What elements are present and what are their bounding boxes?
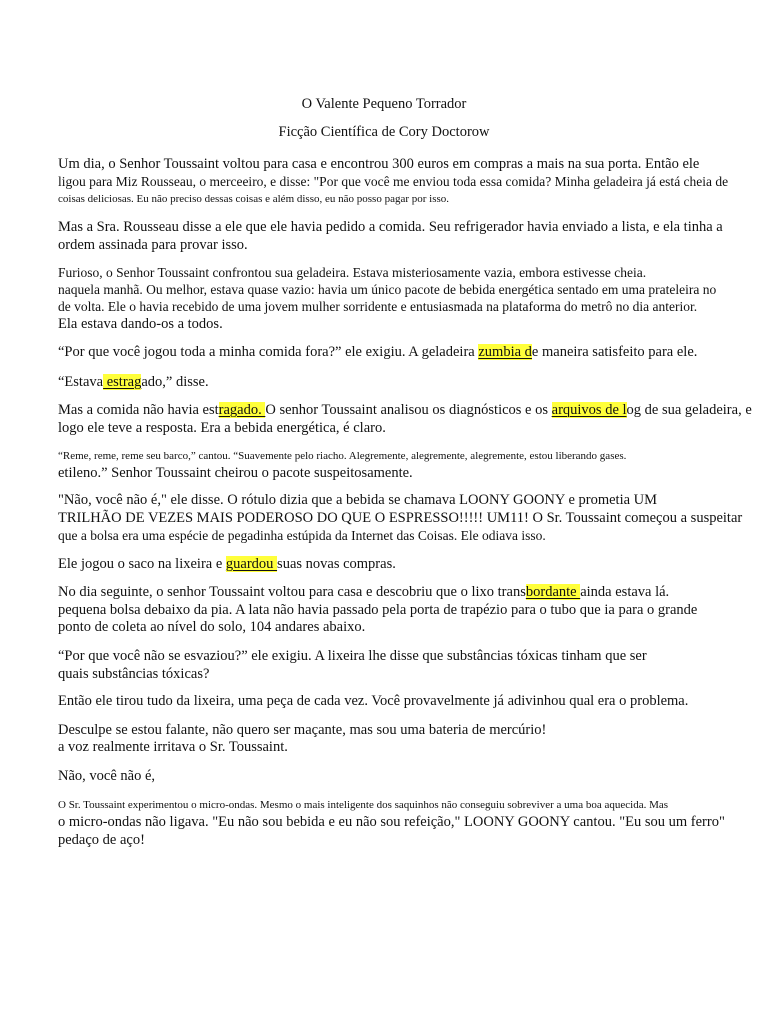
paragraph-15-line-2: o micro-ondas não ligava. "Eu não sou bebida e eu não sou refeição," LOONY GOONY cantou. "Eu sou um ferro"	[58, 814, 725, 830]
document-title: O Valente Pequeno Torrador	[301, 96, 467, 112]
highlight: guardou	[225, 556, 278, 572]
paragraph-11-line-2: quais substâncias tóxicas?	[58, 666, 210, 682]
paragraph-8-line-2: TRILHÃO DE VEZES MAIS PODEROSO DO QUE O ESPRESSO!!!!! UM11! O Sr. Toussaint começou a suspeitar	[58, 510, 743, 526]
paragraph-1-line-3: coisas deliciosas. Eu não preciso dessas coisas e além disso, eu não posso pagar por isso.	[58, 193, 450, 205]
paragraph-2-line-1: Mas a Sra. Rousseau disse a ele que ele havia pedido a comida. Seu refrigerador havia enviado a lista, e ela tinha a	[58, 219, 723, 235]
highlight: bordante	[525, 584, 581, 600]
paragraph-8-line-1: "Não, você não é," ele disse. O rótulo dizia que a bebida se chamava LOONY GOONY e prometia UM	[58, 492, 658, 508]
paragraph-6-line-1: Mas a comida não havia estragado. O senhor Toussaint analisou os diagnósticos e os arquivos de log de sua geladeira, e	[58, 402, 752, 418]
paragraph-2-line-2: ordem assinada para provar isso.	[58, 237, 248, 253]
paragraph-9: Ele jogou o saco na lixeira e guardou suas novas compras.	[58, 556, 396, 572]
paragraph-1-line-1: Um dia, o Senhor Toussaint voltou para casa e encontrou 300 euros em compras a mais na sua porta. Então ele	[58, 156, 700, 172]
paragraph-15-line-1: O Sr. Toussaint experimentou o micro-ondas. Mesmo o mais inteligente dos saquinhos não conseguiu sobreviver a uma boa aquecida. Mas	[58, 799, 669, 811]
paragraph-3-line-4: Ela estava dando-os a todos.	[58, 316, 223, 332]
paragraph-10-line-1: No dia seguinte, o senhor Toussaint voltou para casa e descobriu que o lixo transbordante ainda estava lá.	[58, 584, 670, 600]
paragraph-3-line-3: de volta. Ele o havia recebido de uma jovem mulher sorridente e entusiasmada na plataforma do metrô no dia anterior.	[58, 299, 698, 314]
paragraph-11-line-1: “Por que você não se esvaziou?” ele exigiu. A lixeira lhe disse que substâncias tóxicas tinham que ser	[58, 648, 647, 664]
paragraph-13-line-1: Desculpe se estou falante, não quero ser maçante, mas sou uma bateria de mercúrio!	[58, 722, 547, 738]
paragraph-6-line-2: logo ele teve a resposta. Era a bebida energética, é claro.	[58, 420, 386, 436]
paragraph-13-line-2: a voz realmente irritava o Sr. Toussaint.	[58, 739, 288, 755]
paragraph-12: Então ele tirou tudo da lixeira, uma peça de cada vez. Você provavelmente já adivinhou qual era o problema.	[58, 693, 689, 709]
paragraph-7-line-2: etileno.” Senhor Toussaint cheirou o pacote suspeitosamente.	[58, 465, 413, 481]
paragraph-4: “Por que você jogou toda a minha comida fora?” ele exigiu. A geladeira zumbia de maneira satisfeito para ele.	[58, 344, 698, 360]
highlight: zumbia d	[478, 344, 532, 360]
paragraph-10-line-2: pequena bolsa debaixo da pia. A lata não havia passado pela porta de trapézio para o tubo que ia para o grande	[58, 602, 698, 618]
paragraph-8-line-3: que a bolsa era uma espécie de pegadinha estúpida da Internet das Coisas. Ele odiava isso.	[58, 528, 546, 543]
paragraph-1-line-2: ligou para Miz Rousseau, o merceeiro, e disse: "Por que você me enviou toda essa comida? Minha geladeira já está cheia de	[58, 174, 729, 189]
highlight: estrag	[103, 374, 142, 390]
highlight: ragado.	[218, 402, 266, 418]
paragraph-3-line-1: Furioso, o Senhor Toussaint confrontou sua geladeira. Estava misteriosamente vazia, embora estivesse cheia.	[58, 265, 647, 280]
paragraph-10-line-3: ponto de coleta ao nível do solo, 104 andares abaixo.	[58, 619, 366, 635]
paragraph-14: Não, você não é,	[58, 768, 156, 784]
paragraph-3-line-2: naquela manhã. Ou melhor, estava quase vazio: havia um único pacote de bebida energética sentado em uma prateleira no	[58, 282, 717, 297]
paragraph-15-line-3: pedaço de aço!	[58, 832, 145, 848]
document-subtitle: Ficção Científica de Cory Doctorow	[278, 124, 490, 140]
paragraph-7-line-1: “Reme, reme, reme seu barco,” cantou. “Suavemente pelo riacho. Alegremente, alegremente, alegremente, estou liberando gases.	[58, 450, 627, 462]
highlight: arquivos de l	[551, 402, 627, 418]
paragraph-5: “Estava estragado,” disse.	[58, 374, 209, 390]
